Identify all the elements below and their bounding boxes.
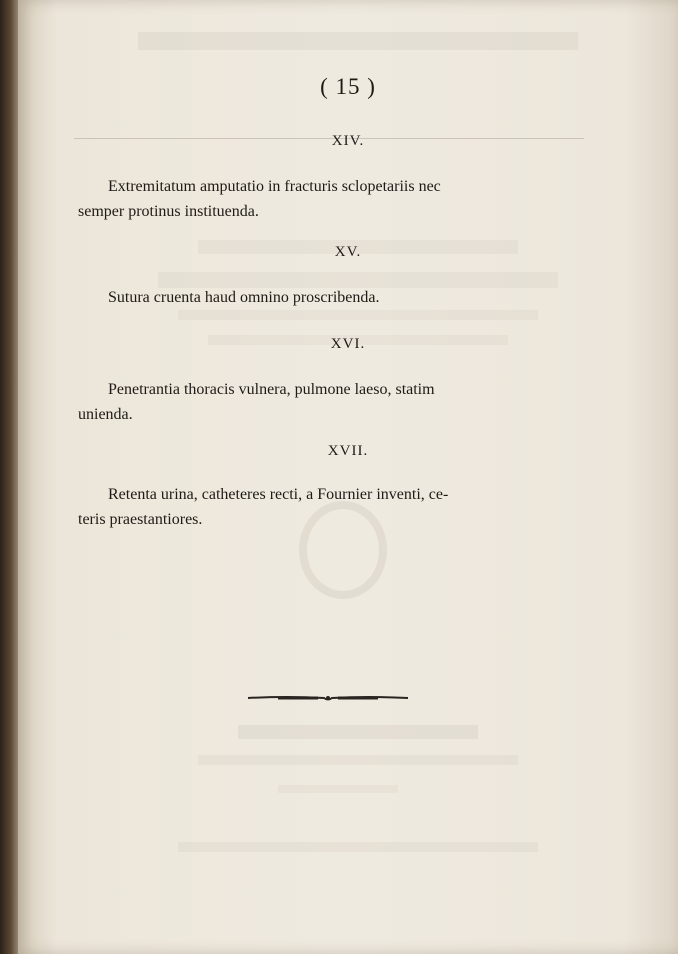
thesis-numeral: XVI. bbox=[330, 336, 366, 352]
page-number: ( 15 ) bbox=[320, 74, 376, 99]
thesis-numeral: XVII. bbox=[327, 443, 369, 459]
thesis-line: teris praestantiores. bbox=[78, 511, 203, 528]
thesis-text bbox=[78, 377, 584, 427]
thesis-text bbox=[108, 285, 584, 310]
thesis-numeral: XIV. bbox=[331, 133, 365, 149]
book-page bbox=[18, 0, 678, 954]
thesis-line: Sutura cruenta haud omnino proscribenda. bbox=[108, 289, 380, 306]
decorative-rule bbox=[248, 695, 408, 701]
thesis-numeral: XV. bbox=[334, 244, 362, 260]
thesis-text bbox=[78, 174, 584, 224]
thesis-line: Extremitatum amputatio in fracturis sclopetariis nec bbox=[108, 178, 441, 195]
thesis-line: Penetrantia thoracis vulnera, pulmone laeso, statim bbox=[108, 381, 435, 398]
thesis-line: semper protinus instituenda. bbox=[78, 203, 259, 220]
thesis-line: unienda. bbox=[78, 406, 133, 423]
thesis-text bbox=[78, 482, 584, 532]
thesis-line: Retenta urina, catheteres recti, a Fournier inventi, ce- bbox=[108, 486, 449, 503]
